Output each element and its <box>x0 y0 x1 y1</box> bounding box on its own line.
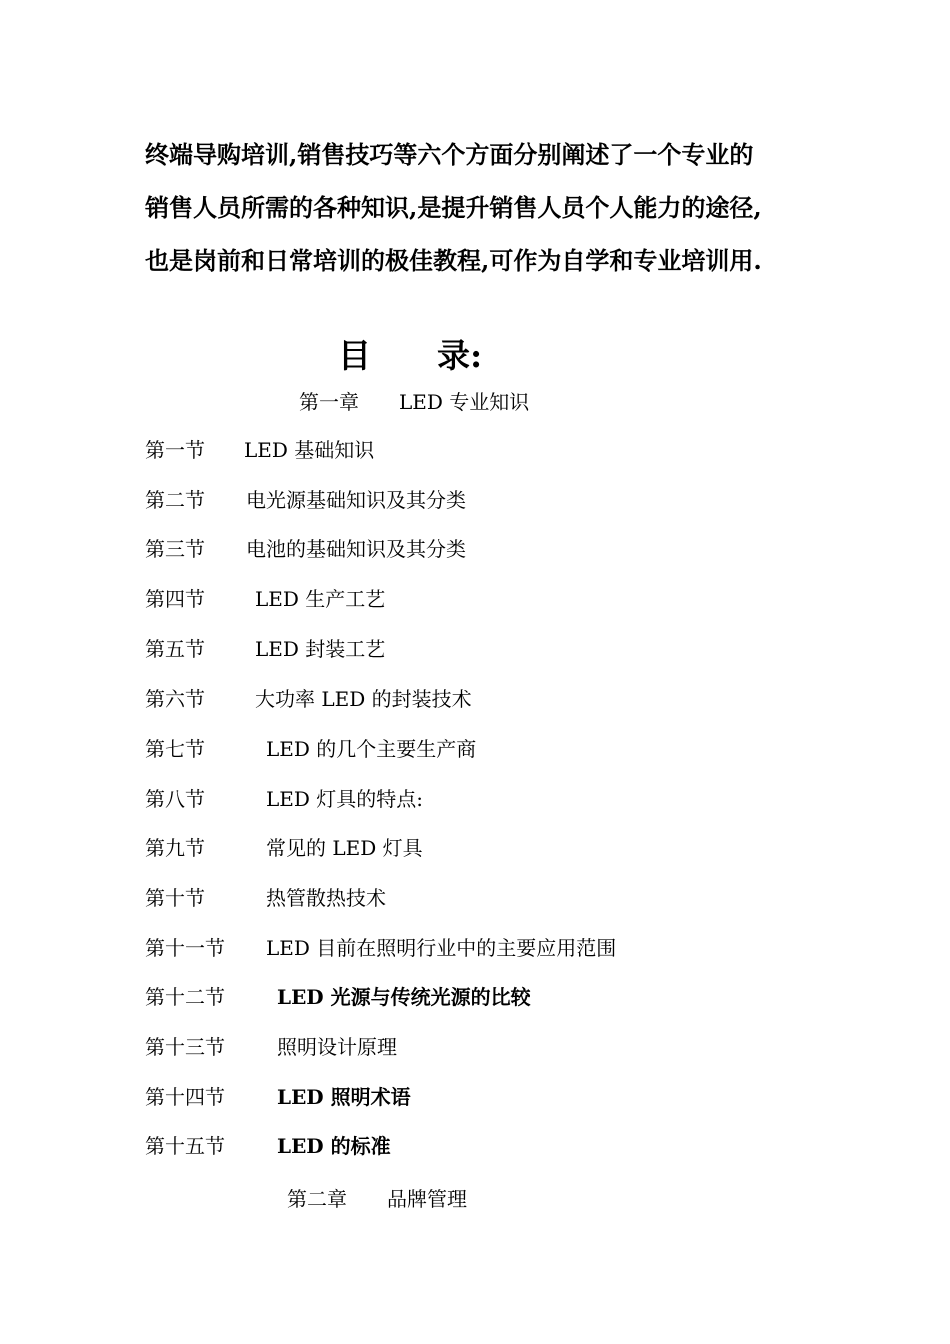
toc-heading <box>338 330 482 377</box>
section-number: 第十二节 <box>145 985 225 1009</box>
section-title: LED 光源与传统光源的比较 <box>277 985 531 1009</box>
section-title: 常见的 LED 灯具 <box>266 836 423 860</box>
chapter-heading-1 <box>299 386 529 415</box>
section-number: 第五节 <box>145 637 205 661</box>
section-title: LED 基础知识 <box>244 438 375 462</box>
section-number: 第十节 <box>145 886 205 910</box>
section-title: LED 照明术语 <box>277 1085 411 1109</box>
intro-line: 终端导购培训,销售技巧等六个方面分别阐述了一个专业的 <box>145 140 754 169</box>
section-number: 第四节 <box>145 587 205 611</box>
intro-paragraph <box>145 128 825 287</box>
toc-heading-left: 目 <box>338 336 371 375</box>
chapter-label: 第一章 <box>299 390 359 414</box>
section-title: LED 的几个主要生产商 <box>266 737 477 761</box>
section-title: LED 灯具的特点: <box>266 787 424 811</box>
section-title: LED 生产工艺 <box>255 587 386 611</box>
section-number: 第九节 <box>145 836 205 860</box>
section-number: 第十五节 <box>145 1134 225 1158</box>
section-title: LED 目前在照明行业中的主要应用范围 <box>266 936 617 960</box>
section-title: LED 封装工艺 <box>255 637 386 661</box>
section-title: 电光源基础知识及其分类 <box>246 488 466 512</box>
section-title: 照明设计原理 <box>277 1035 397 1059</box>
chapter-heading-2 <box>287 1183 467 1212</box>
section-number: 第一节 <box>145 438 205 462</box>
chapter-title: 品牌管理 <box>387 1187 467 1211</box>
section-title: 大功率 LED 的封装技术 <box>255 687 472 711</box>
section-number: 第六节 <box>145 687 205 711</box>
section-number: 第十一节 <box>145 936 225 960</box>
section-title: 电池的基础知识及其分类 <box>246 537 466 561</box>
section-number: 第八节 <box>145 787 205 811</box>
intro-line: 也是岗前和日常培训的极佳教程,可作为自学和专业培训用. <box>145 246 762 275</box>
chapter-title: LED 专业知识 <box>399 390 530 414</box>
section-number: 第二节 <box>145 488 205 512</box>
chapter-label: 第二章 <box>287 1187 347 1211</box>
section-number: 第十三节 <box>145 1035 225 1059</box>
section-number: 第七节 <box>145 737 205 761</box>
section-number: 第十四节 <box>145 1085 225 1109</box>
intro-line: 销售人员所需的各种知识,是提升销售人员个人能力的途径, <box>145 193 762 222</box>
section-title: LED 的标准 <box>277 1134 391 1158</box>
section-number: 第三节 <box>145 537 205 561</box>
toc-heading-right: 录: <box>437 336 483 375</box>
section-title: 热管散热技术 <box>266 886 386 910</box>
